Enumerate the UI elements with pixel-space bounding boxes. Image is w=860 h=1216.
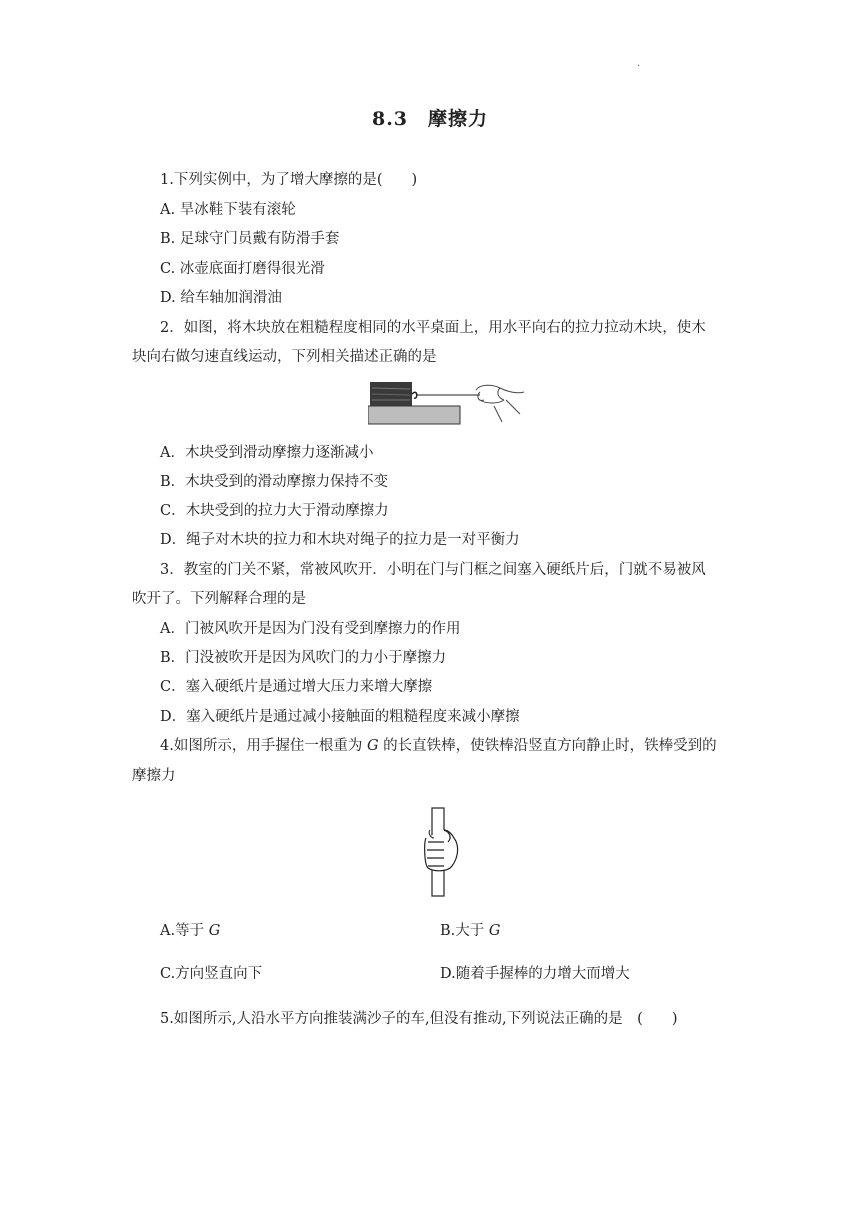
- question-3-option-b: B．门没被吹开是因为风吹门的力小于摩擦力: [160, 650, 447, 666]
- question-3-option-c: C．塞入硬纸片是通过增大压力来增大摩擦: [160, 679, 433, 695]
- question-3-option-a: A．门被风吹开是因为门没有受到摩擦力的作用: [160, 621, 461, 637]
- question-1-option-a: A. 旱冰鞋下装有滚轮: [160, 202, 296, 218]
- header-mark: .: [637, 58, 641, 69]
- question-2-option-a: A．木块受到滑动摩擦力逐渐减小: [160, 445, 374, 461]
- question-1-option-b: B. 足球守门员戴有防滑手套: [160, 231, 340, 247]
- question-2-option-b: B．木块受到的滑动摩擦力保持不变: [160, 474, 389, 490]
- question-3-option-d: D．塞入硬纸片是通过减小接触面的粗糙程度来减小摩擦: [160, 709, 520, 725]
- question-2-stem-line2: 块向右做匀速直线运动，下列相关描述正确的是: [132, 349, 437, 365]
- question-4-option-b: B.大于 G: [440, 923, 501, 939]
- question-1-option-d: D. 给车轴加润滑油: [160, 290, 282, 306]
- question-2-stem-line1: 2．如图，将木块放在粗糙程度相同的水平桌面上，用水平向右的拉力拉动木块，使木: [160, 320, 706, 336]
- question-3-stem-line1: 3．教室的门关不紧，常被风吹开．小明在门与门框之间塞入硬纸片后，门就不易被风: [160, 562, 706, 578]
- block-pull-figure: [368, 378, 528, 428]
- table-surface: [368, 406, 460, 424]
- question-3-stem-line2: 吹开了。下列解释合理的是: [132, 591, 306, 607]
- question-5-stem: 5.如图所示,人沿水平方向推装满沙子的车,但没有推动,下列说法正确的是 ( ): [160, 1011, 678, 1027]
- question-1-option-c: C. 冰壶底面打磨得很光滑: [160, 261, 325, 277]
- question-1-stem: 1.下列实例中，为了增大摩擦的是( ): [160, 172, 418, 188]
- question-4-option-a: A.等于 G: [160, 923, 221, 939]
- question-4-stem-line1: 4.如图所示，用手握住一根重为 G 的长直铁棒，使铁棒沿竖直方向静止时，铁棒受到的: [160, 738, 717, 754]
- question-2-option-d: D．绳子对木块的拉力和木块对绳子的拉力是一对平衡力: [160, 532, 520, 548]
- hand-holding-rod-figure: [418, 806, 468, 898]
- question-2-option-c: C．木块受到的拉力大于滑动摩擦力: [160, 503, 389, 519]
- hand-icon: [425, 830, 458, 871]
- page-title: 8.3 摩擦力: [371, 108, 489, 130]
- question-4-option-d: D.随着手握棒的力增大而增大: [440, 966, 630, 982]
- question-4-stem-line2: 摩擦力: [132, 768, 176, 784]
- question-4-option-c: C.方向竖直向下: [160, 966, 263, 982]
- hand-icon: [476, 385, 524, 422]
